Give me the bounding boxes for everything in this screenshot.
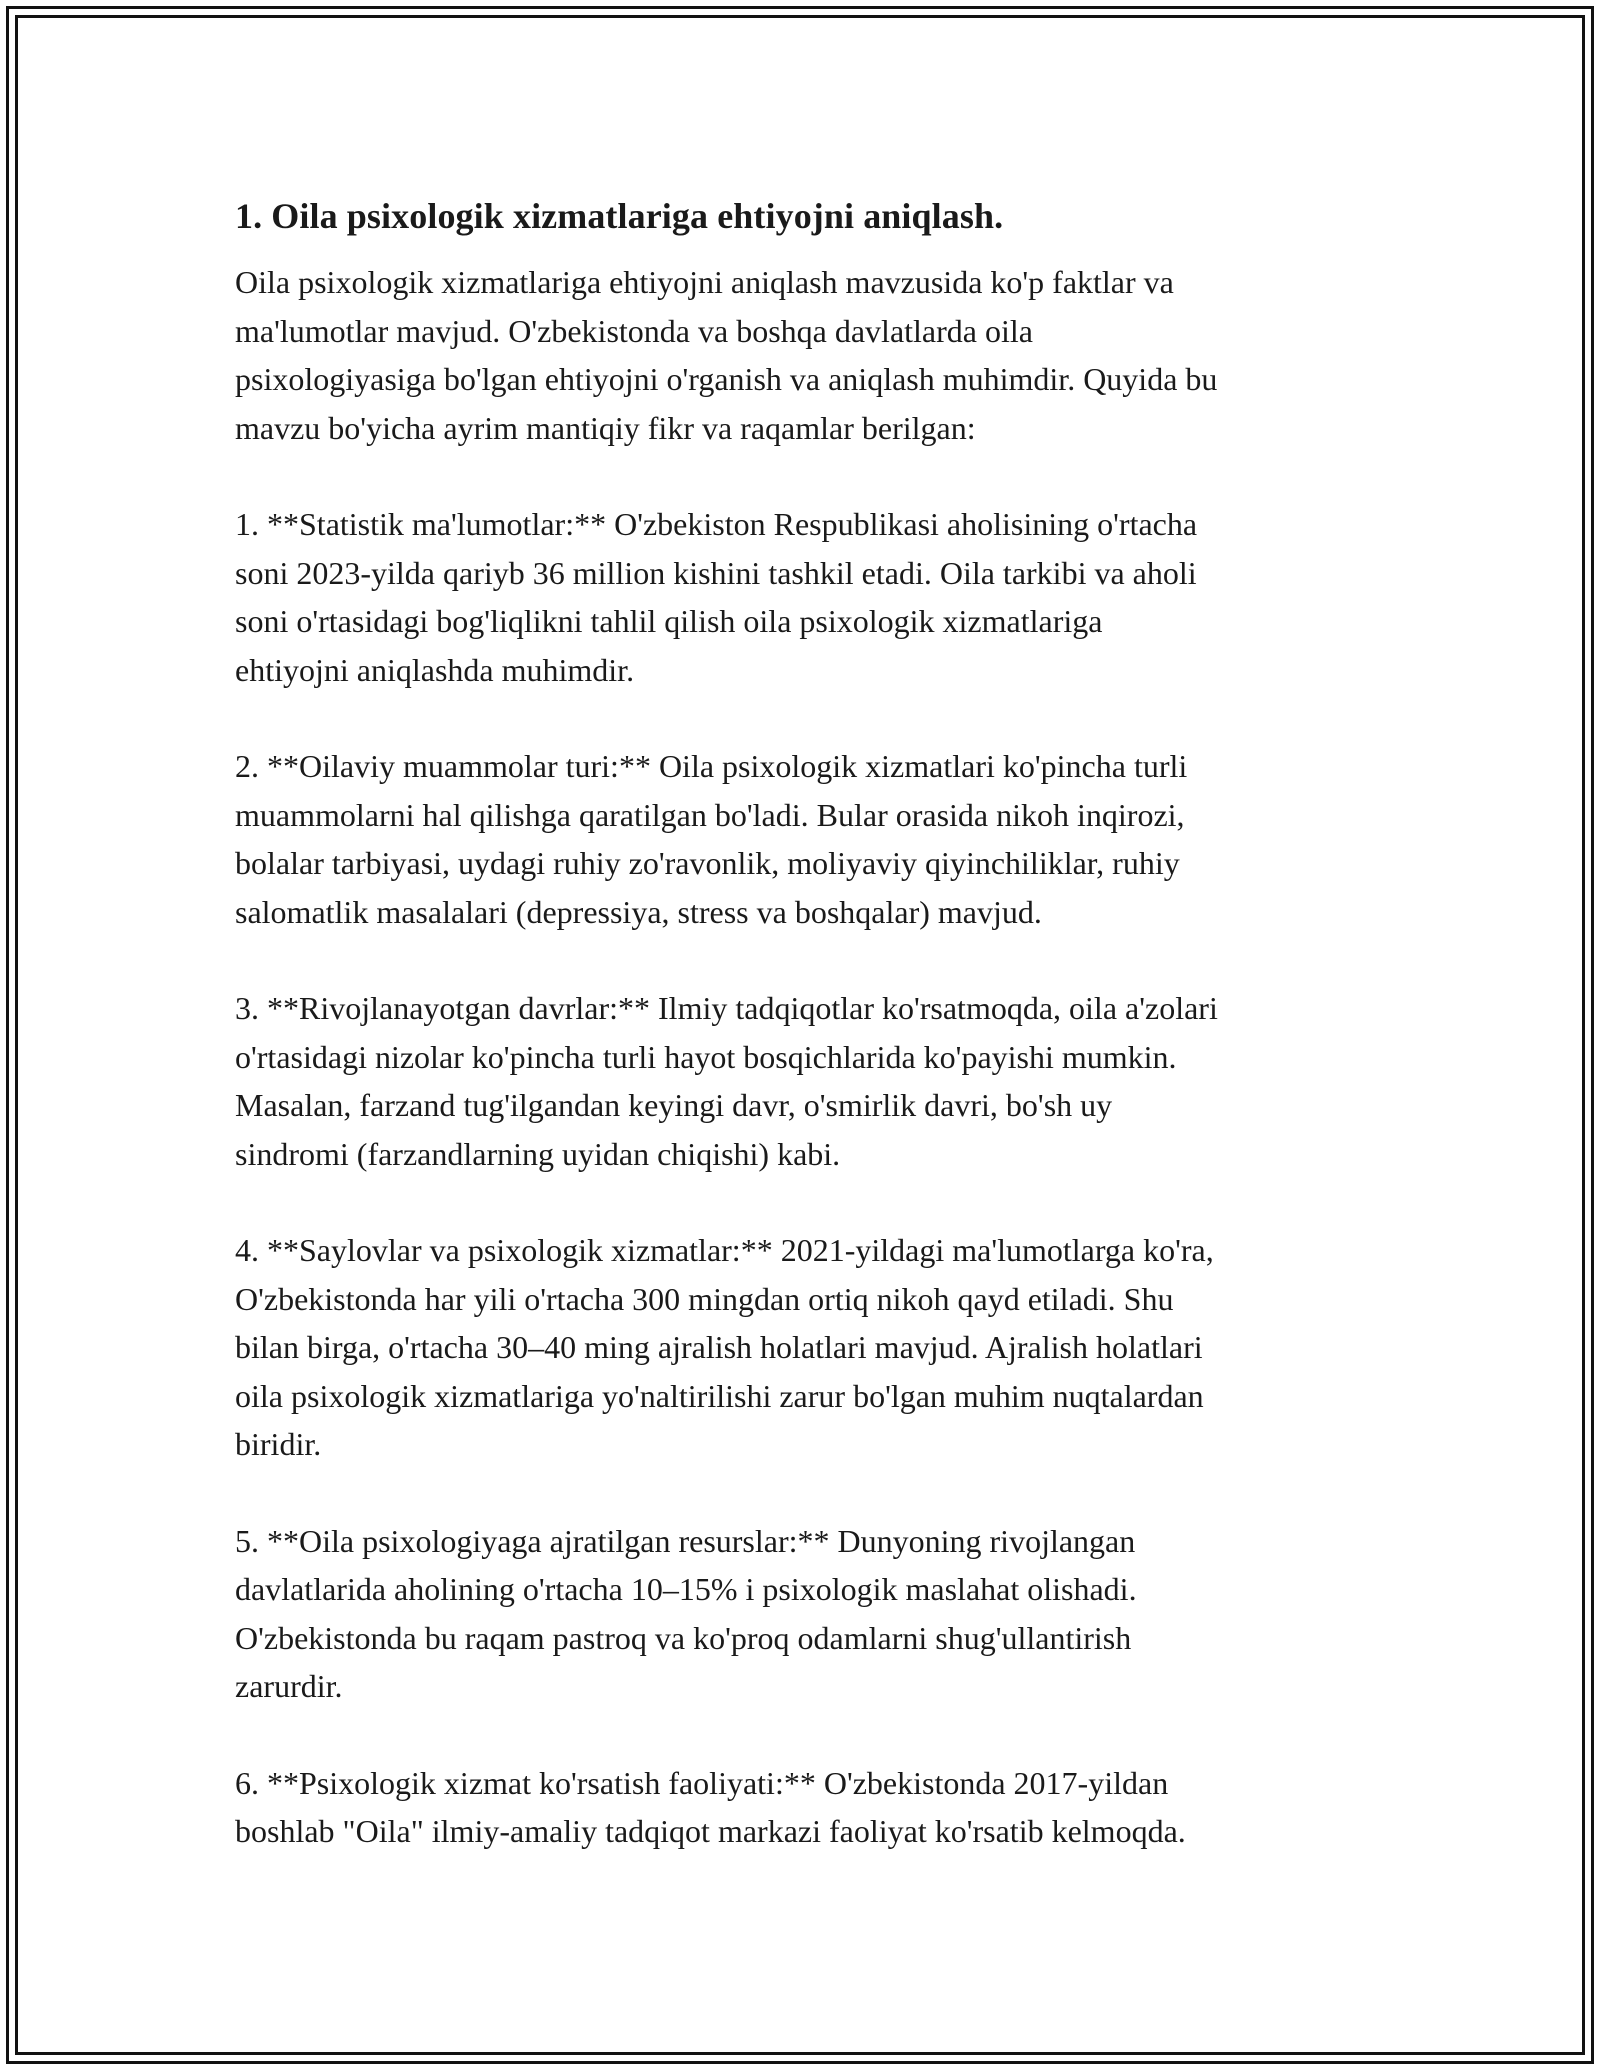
list-item-3: 3. **Rivojlanayotgan davrlar:** Ilmiy tadqiqotlar ko'rsatmoqda, oila a'zolari o'rtasidagi nizolar ko'pincha turli hayot bosqichlarida ko'payishi mumkin. Masalan, farzand tug'ilgandan keyingi davr, o'smirlik davri, bo'sh uy sindromi (farzandlarning uyidan chiqishi) kabi. (235, 990, 1218, 1172)
intro-paragraph: Oila psixologik xizmatlariga ehtiyojni aniqlash mavzusida ko'p faktlar va ma'lumotlar mavjud. O'zbekistonda va boshqa davlatlarda oila psixologiyasiga bo'lgan ehtiyojni o'rganish va aniqlash muhimdir. Quyida bu mavzu bo'yicha ayrim mantiqiy fikr va raqamlar berilgan: (235, 264, 1218, 446)
list-item-5: 5. **Oila psixologiyaga ajratilgan resurslar:** Dunyoning rivojlangan davlatlarida aholining o'rtacha 10–15% i psixologik maslahat olishadi. O'zbekistonda bu raqam pastroq va ko'proq odamlarni shug'ullantirish zarurdir. (235, 1522, 1137, 1704)
list-item-1: 1. **Statistik ma'lumotlar:** O'zbekiston Respublikasi aholisining o'rtacha soni 2023-yilda qariyb 36 million kishini tashkil etadi. Oila tarkibi va aholi soni o'rtasidagi bog'liqlikni tahlil qilish oila psixologik xizmatlariga ehtiyojni aniqlashda muhimdir. (235, 506, 1198, 688)
document-body (235, 186, 1375, 1856)
list-item-4: 4. **Saylovlar va psixologik xizmatlar:** 2021-yildagi ma'lumotlarga ko'ra, O'zbekistonda har yili o'rtacha 300 mingdan ortiq nikoh qayd etiladi. Shu bilan birga, o'rtacha 30–40 ming ajralish holatlari mavjud. Ajralish holatlari oila psixologik xizmatlariga yo'naltirilishi zarur bo'lgan muhim nuqtalardan biridir. (235, 1232, 1214, 1462)
document-title: 1. Oila psixologik xizmatlariga ehtiyojni aniqlash. (235, 196, 1004, 236)
list-item-2: 2. **Oilaviy muammolar turi:** Oila psixologik xizmatlari ko'pincha turli muammolarni hal qilishga qaratilgan bo'ladi. Bular orasida nikoh inqirozi, bolalar tarbiyasi, uydagi ruhiy zo'ravonlik, moliyaviy qiyinchiliklar, ruhiy salomatlik masalalari (depressiya, stress va boshqalar) mavjud. (235, 748, 1188, 930)
list-item-6: 6. **Psixologik xizmat ko'rsatish faoliyati:** O'zbekistonda 2017-yildan boshlab "Oila" ilmiy-amaliy tadqiqot markazi faoliyat ko'rsatib kelmoqda. (235, 1764, 1186, 1849)
